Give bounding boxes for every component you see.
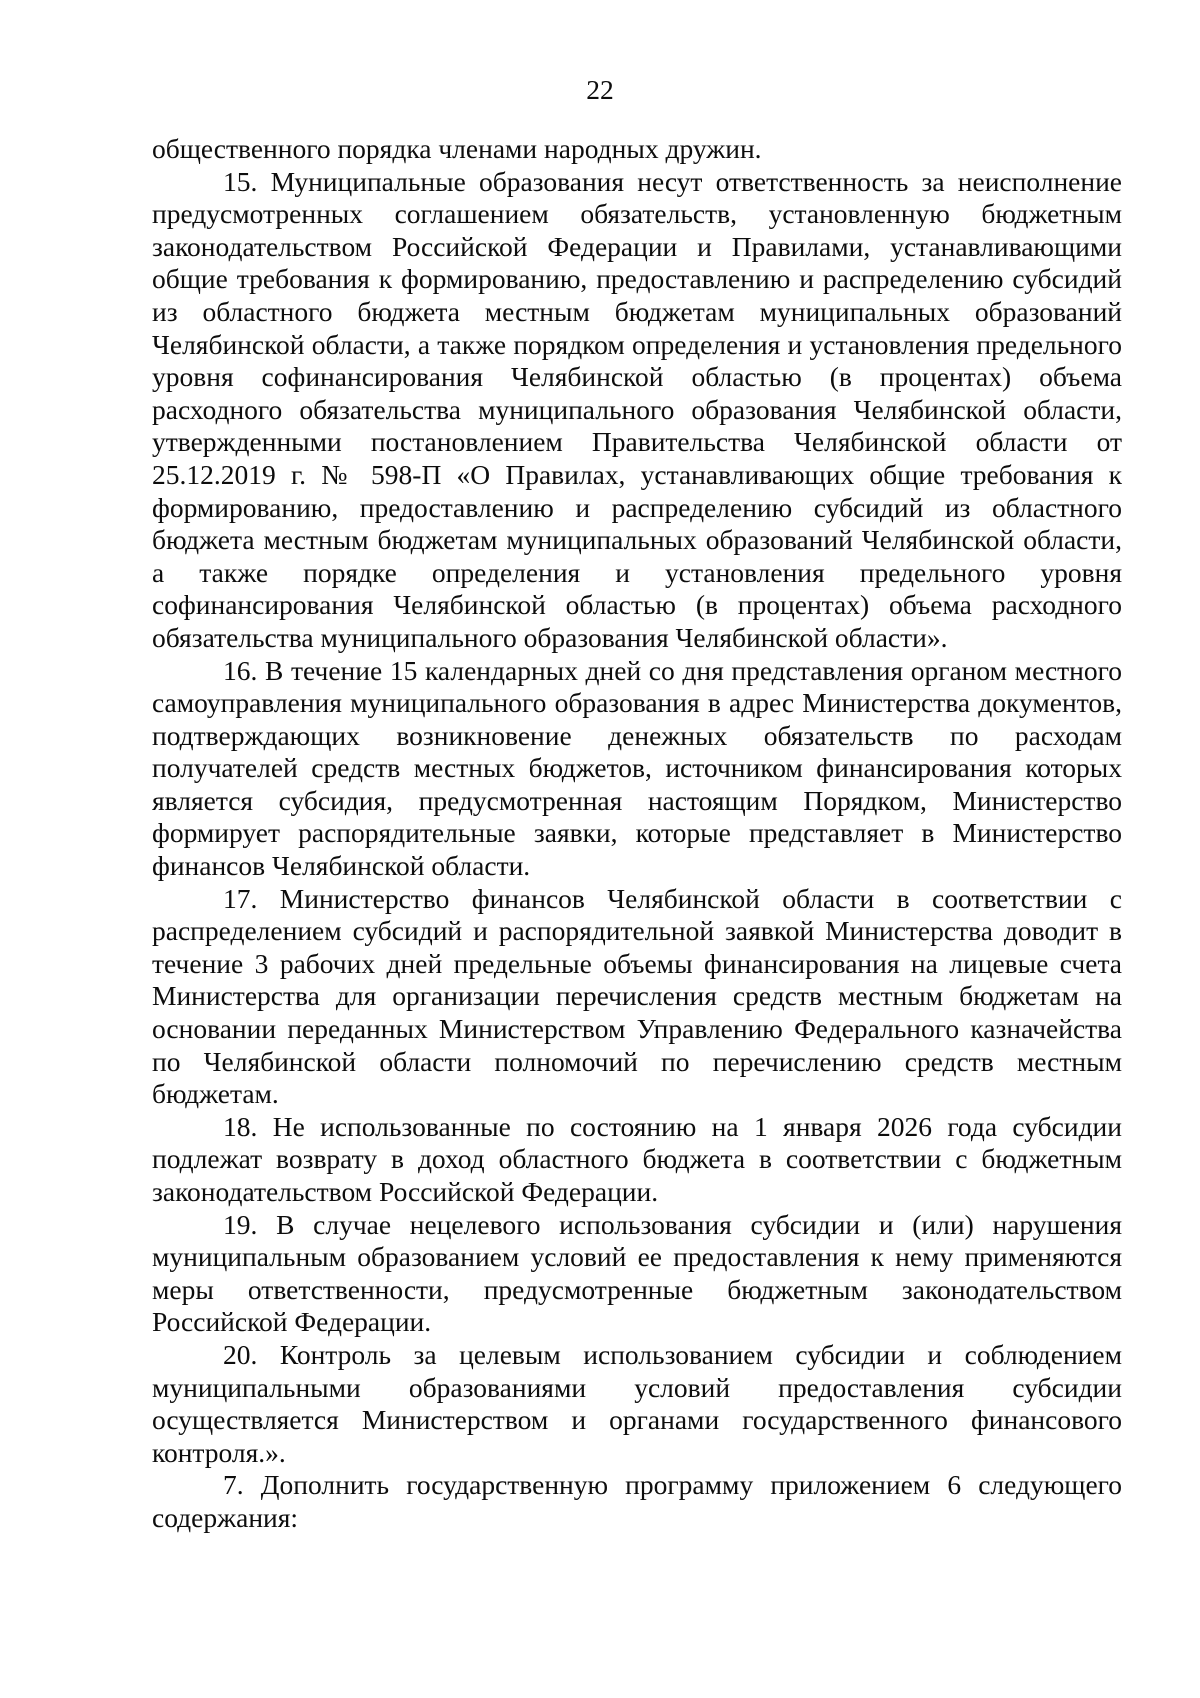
paragraph-item-17: 17. Министерство финансов Челябинской области в соответствии с распределением субсидий и распорядительной заявкой Министерства доводит в течение 3 рабочих дней предельные объемы финансирования на лицевые счета Министерства для организации перечисления средств местным бюджетам на основании переданных Министерством Управлению Федерального казначейства по Челябинской области полномочий по перечислению средств местным бюджетам. bbox=[152, 882, 1122, 1110]
paragraph-item-16: 16. В течение 15 календарных дней со дня представления органом местного самоуправления муниципального образования в адрес Министерства документов, подтверждающих возникновение денежных обязательств по расходам получателей средств местных бюджетов, источником финансирования которых является субсидия, предусмотренная настоящим Порядком, Министерство формирует распорядительные заявки, которые представляет в Министерство финансов Челябинской области. bbox=[152, 654, 1122, 882]
document-body bbox=[152, 133, 1122, 1535]
paragraph-item-18: 18. Не использованные по состоянию на 1 января 2026 года субсидии подлежат возврату в доход областного бюджета в соответствии с бюджетным законодательством Российской Федерации. bbox=[152, 1110, 1122, 1207]
paragraph-item-19: 19. В случае нецелевого использования субсидии и (или) нарушения муниципальным образованием условий ее предоставления к нему применяются меры ответственности, предусмотренные бюджетным законодательством Российской Федерации. bbox=[152, 1208, 1122, 1338]
paragraph-item-7: 7. Дополнить государственную программу приложением 6 следующего содержания: bbox=[152, 1469, 1122, 1533]
paragraph-continuation: общественного порядка членами народных дружин. bbox=[152, 133, 762, 164]
paragraph-item-20: 20. Контроль за целевым использованием субсидии и соблюдением муниципальными образованиями условий предоставления субсидии осуществляется Министерством и органами государственного финансового контроля.». bbox=[152, 1338, 1122, 1468]
paragraph-item-15: 15. Муниципальные образования несут ответственность за неисполнение предусмотренных соглашением обязательств, установленную бюджетным законодательством Российской Федерации и Правилами, устанавливающими общие требования к формированию, предоставлению и распределению субсидий из областного бюджета местным бюджетам муниципальных образований Челябинской области, а также порядком определения и установления предельного уровня софинансирования Челябинской областью (в процентах) объема расходного обязательства муниципального образования Челябинской области, утвержденными постановлением Правительства Челябинской области от 25.12.2019 г. № 598-П «О Правилах, устанавливающих общие требования к формированию, предоставлению и распределению субсидий из областного бюджета местным бюджетам муниципальных образований Челябинской области, а также порядке определения и установления предельного уровня софинансирования Челябинской областью (в процентах) объема расходного обязательства муниципального образования Челябинской области». bbox=[152, 165, 1122, 653]
page-number: 22 bbox=[586, 74, 614, 105]
